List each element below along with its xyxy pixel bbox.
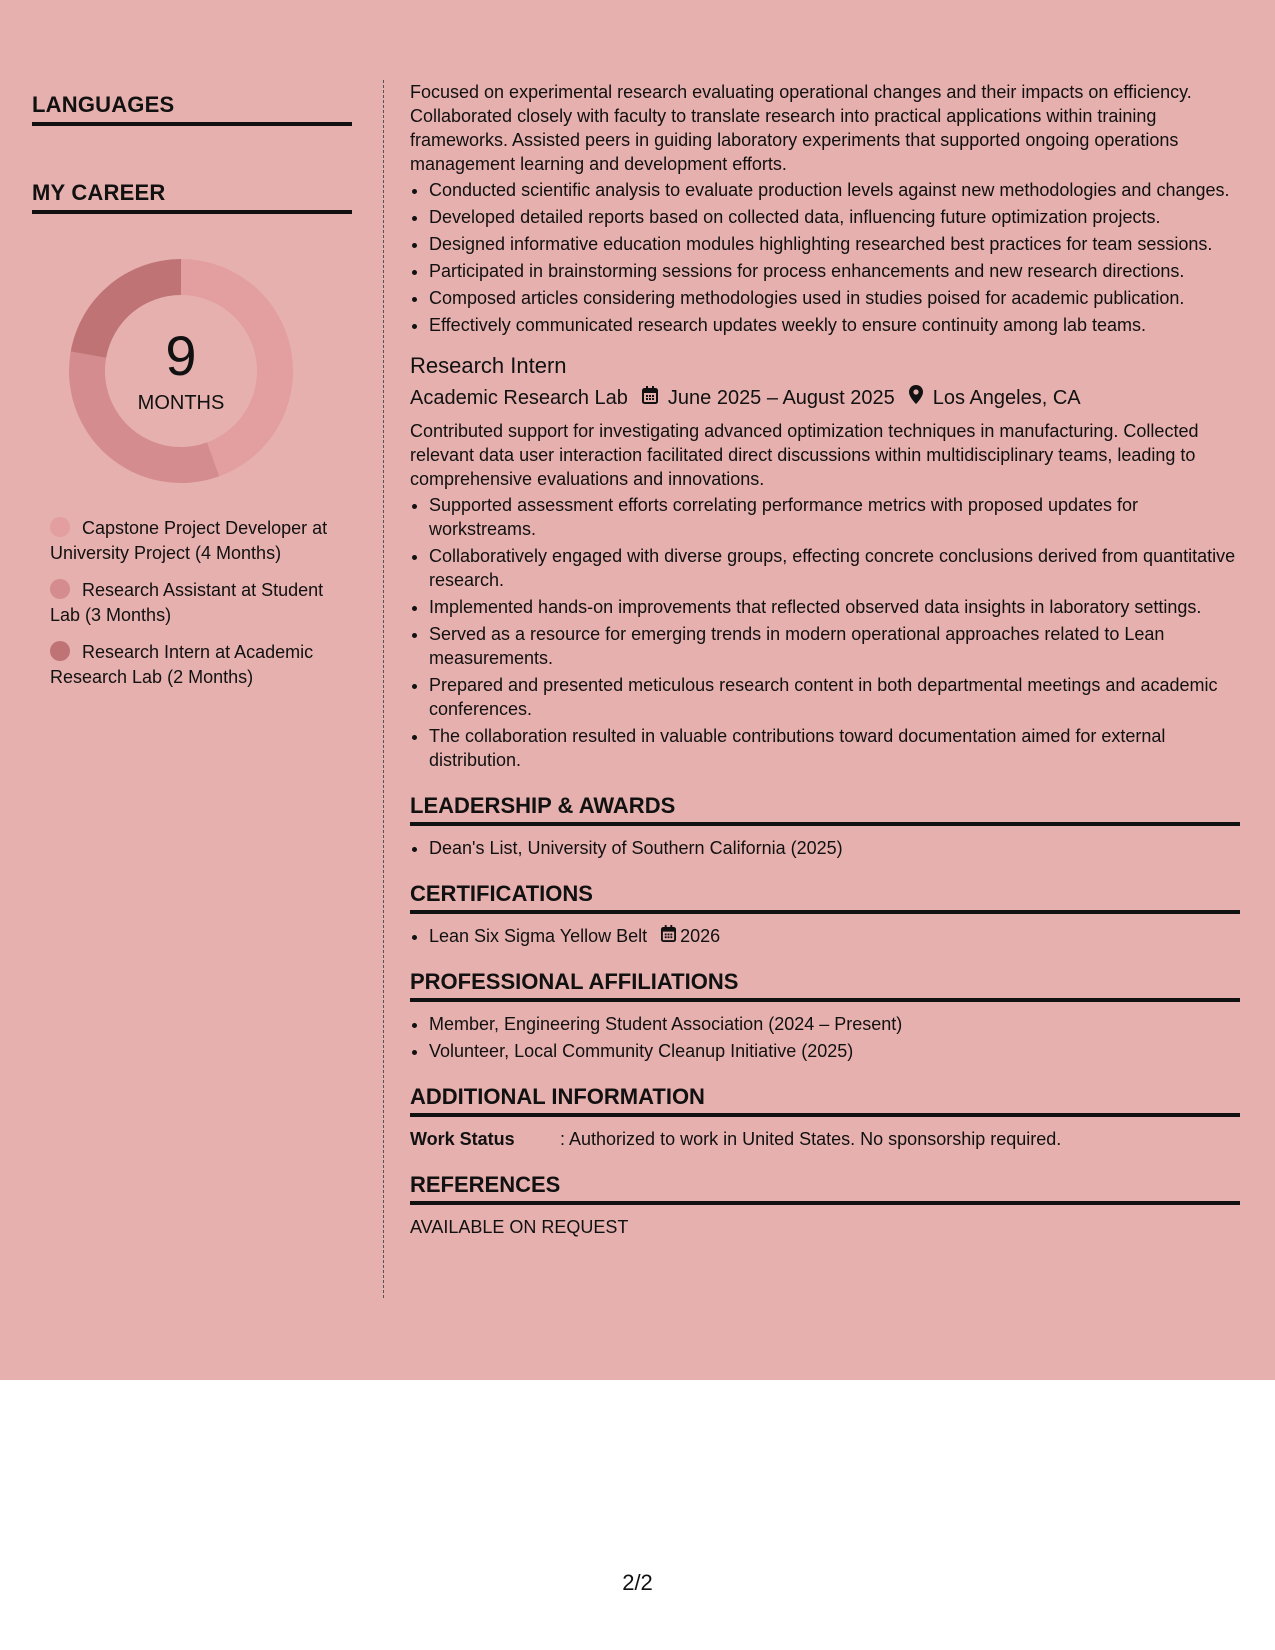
sidebar: [32, 92, 352, 702]
page-number: 2/2: [622, 1570, 653, 1595]
affiliation-item: • Volunteer, Local Community Cleanup Initiative (2025): [429, 1039, 1240, 1063]
career-legend: [50, 516, 350, 690]
certifications-heading: CERTIFICATIONS: [410, 880, 1240, 914]
map-pin-icon: [909, 383, 923, 413]
job-bullet: • The collaboration resulted in valuable contributions toward documentation aimed for external distribution.: [429, 724, 1240, 772]
job-meta: [410, 383, 1240, 413]
calendar-icon: [661, 924, 676, 948]
legend-label: Research Assistant at Student Lab (3 Months): [50, 580, 324, 625]
leadership-list: [410, 836, 1240, 860]
job-location: Los Angeles, CA: [932, 387, 1081, 409]
job-company: Academic Research Lab: [410, 387, 628, 409]
certifications-list: [410, 924, 1240, 948]
intro-bullet: • Effectively communicated research updates weekly to ensure continuity among lab teams.: [429, 313, 1240, 337]
references-text: AVAILABLE ON REQUEST: [410, 1217, 629, 1237]
legend-swatch: [50, 579, 70, 599]
job-bullet: • Collaboratively engaged with diverse groups, effecting concrete conclusions derived from quantitative research.: [429, 544, 1240, 592]
legend-item: [50, 640, 350, 690]
main-content: [410, 80, 1240, 1239]
donut-total-value: 9: [165, 324, 197, 387]
work-status-label: Work Status: [410, 1129, 515, 1149]
donut-total-unit: MONTHS: [137, 392, 225, 414]
affiliations-heading: PROFESSIONAL AFFILIATIONS: [410, 968, 1240, 1002]
leadership-item: • Dean's List, University of Southern California (2025): [429, 836, 1240, 860]
job-bullet: • Prepared and presented meticulous research content in both departmental meetings and academic conferences.: [429, 673, 1240, 721]
job-bullet: • Implemented hands-on improvements that reflected observed data insights in laboratory settings.: [429, 595, 1240, 619]
leadership-heading: LEADERSHIP & AWARDS: [410, 792, 1240, 826]
legend-label: Capstone Project Developer at University Project (4 Months): [50, 518, 328, 563]
certification-name: • Lean Six Sigma Yellow Belt: [429, 926, 648, 946]
calendar-icon: [642, 383, 658, 413]
legend-swatch: [50, 517, 70, 537]
affiliations-list: [410, 1012, 1240, 1063]
job-dates: June 2025 – August 2025: [667, 387, 895, 409]
career-heading: MY CAREER: [32, 180, 352, 214]
intro-bullet: • Composed articles considering methodologies used in studies poised for academic publication.: [429, 286, 1240, 310]
job-bullet: • Served as a resource for emerging trends in modern operational approaches related to Lean measurements.: [429, 622, 1240, 670]
affiliation-item: • Member, Engineering Student Association (2024 – Present): [429, 1012, 1240, 1036]
work-status-row: [410, 1127, 1240, 1151]
certification-item: [429, 924, 1240, 948]
intro-paragraph: Focused on experimental research evaluating operational changes and their impacts on efficiency. Collaborated closely with faculty to translate research into practical applications within training frameworks. Assisted peers in guiding laboratory experiments that supported ongoing operations management learning and development efforts.: [410, 82, 1192, 174]
languages-heading: LANGUAGES: [32, 92, 352, 126]
intro-bullet: • Participated in brainstorming sessions for process enhancements and new research directions.: [429, 259, 1240, 283]
job-bullet: • Supported assessment efforts correlating performance metrics with proposed updates for workstreams.: [429, 493, 1240, 541]
legend-label: Research Intern at Academic Research Lab (2 Months): [50, 642, 314, 687]
intro-bullet: • Designed informative education modules highlighting researched best practices for team sessions.: [429, 232, 1240, 256]
intro-bullet-list: [410, 178, 1240, 337]
job-bullet-list: [410, 493, 1240, 772]
legend-item: [50, 578, 350, 628]
career-donut-chart: [66, 256, 296, 486]
additional-info-heading: ADDITIONAL INFORMATION: [410, 1083, 1240, 1117]
certification-year: 2026: [680, 926, 721, 946]
legend-item: [50, 516, 350, 566]
intro-bullet: • Conducted scientific analysis to evaluate production levels against new methodologies and changes.: [429, 178, 1240, 202]
job-title: Research Intern: [410, 353, 567, 378]
work-status-value: : Authorized to work in United States. No sponsorship required.: [560, 1129, 1062, 1149]
job-summary: Contributed support for investigating advanced optimization techniques in manufacturing. Collected relevant data user interaction facilitated direct discussions within multidisciplinary teams, leading to comprehensive evaluations and innovations.: [410, 421, 1199, 489]
legend-swatch: [50, 641, 70, 661]
intro-bullet: • Developed detailed reports based on collected data, influencing future optimization projects.: [429, 205, 1240, 229]
column-divider: [383, 80, 384, 1298]
references-heading: REFERENCES: [410, 1171, 1240, 1205]
donut-center: [66, 256, 296, 486]
